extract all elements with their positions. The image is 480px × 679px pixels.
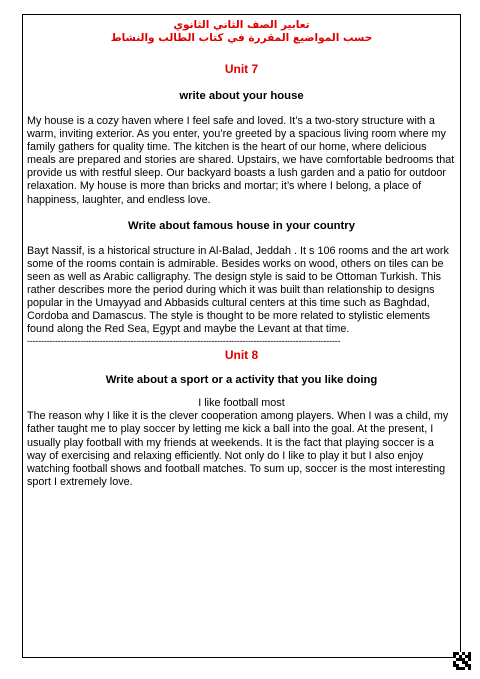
unit7-title: Unit 7 xyxy=(224,62,259,76)
qr-code-icon xyxy=(453,652,471,670)
section-divider: ---------------------------------------------------------------------------------------------------------------- xyxy=(27,336,341,347)
unit7-heading-house: write about your house xyxy=(179,90,304,102)
unit8-title: Unit 8 xyxy=(224,348,259,363)
unit8-sport-paragraph: The reason why I like it is the clever cooperation among players. When I was a child, my father taught me to play soccer by letting me kick a ball into the goal. At the present, I usually play football with my friends at weekends. It is the fact that playing soccer is a way of exercising and relaxing efficiently. Not only do I like to play it but I also enjoy watching football shows and football matches. To sum up, soccer is the most interesting sport I extremely love. xyxy=(27,410,449,488)
unit8-heading-sport: Write about a sport or a activity that you like doing xyxy=(105,374,378,387)
arabic-header-line2: حسب المواضيع المقررة في كتاب الطالب والنشاط xyxy=(110,32,373,44)
unit7-house-paragraph: My house is a cozy haven where I feel safe and loved. It’s a two-story structure with a warm, inviting exterior. As you enter, you’re greeted by a spacious living room where my family gathers for quality time. The kitchen is the heart of our home, where delicious meals are prepared and stories are shared. Upstairs, we have comfortable bedrooms that provide us with restful sleep. Our backyard boasts a lush garden and a patio for outdoor relaxation. My house is more than bricks and mortar; it’s where I belong, a place of happiness, laughter, and endless love. xyxy=(27,115,455,206)
arabic-header-line1: تعابير الصف الثاني الثانوي xyxy=(173,19,310,31)
unit8-subtitle: I like football most xyxy=(198,397,285,410)
unit7-famous-house-paragraph: Bayt Nassif, is a historical structure in Al-Balad, Jeddah . It s 106 rooms and the art work some of the rooms contain is admirable. Besides works on wood, others on tiles can be seen as well as Arabic calligraphy. The design style is said to be Ottoman Turkish. This rather describes more the period during which it was built than relationship to designs popular in the Umayyad and Abbasids cultural centers at this time such as Baghdad, Cordoba and Damascus. The style is thought to be more related to stylistic elements found along the Red Sea, Egypt and maybe the Levant at that time. xyxy=(27,244,449,336)
unit7-heading-famous-house: Write about famous house in your country xyxy=(127,219,355,232)
document-content xyxy=(27,19,456,489)
